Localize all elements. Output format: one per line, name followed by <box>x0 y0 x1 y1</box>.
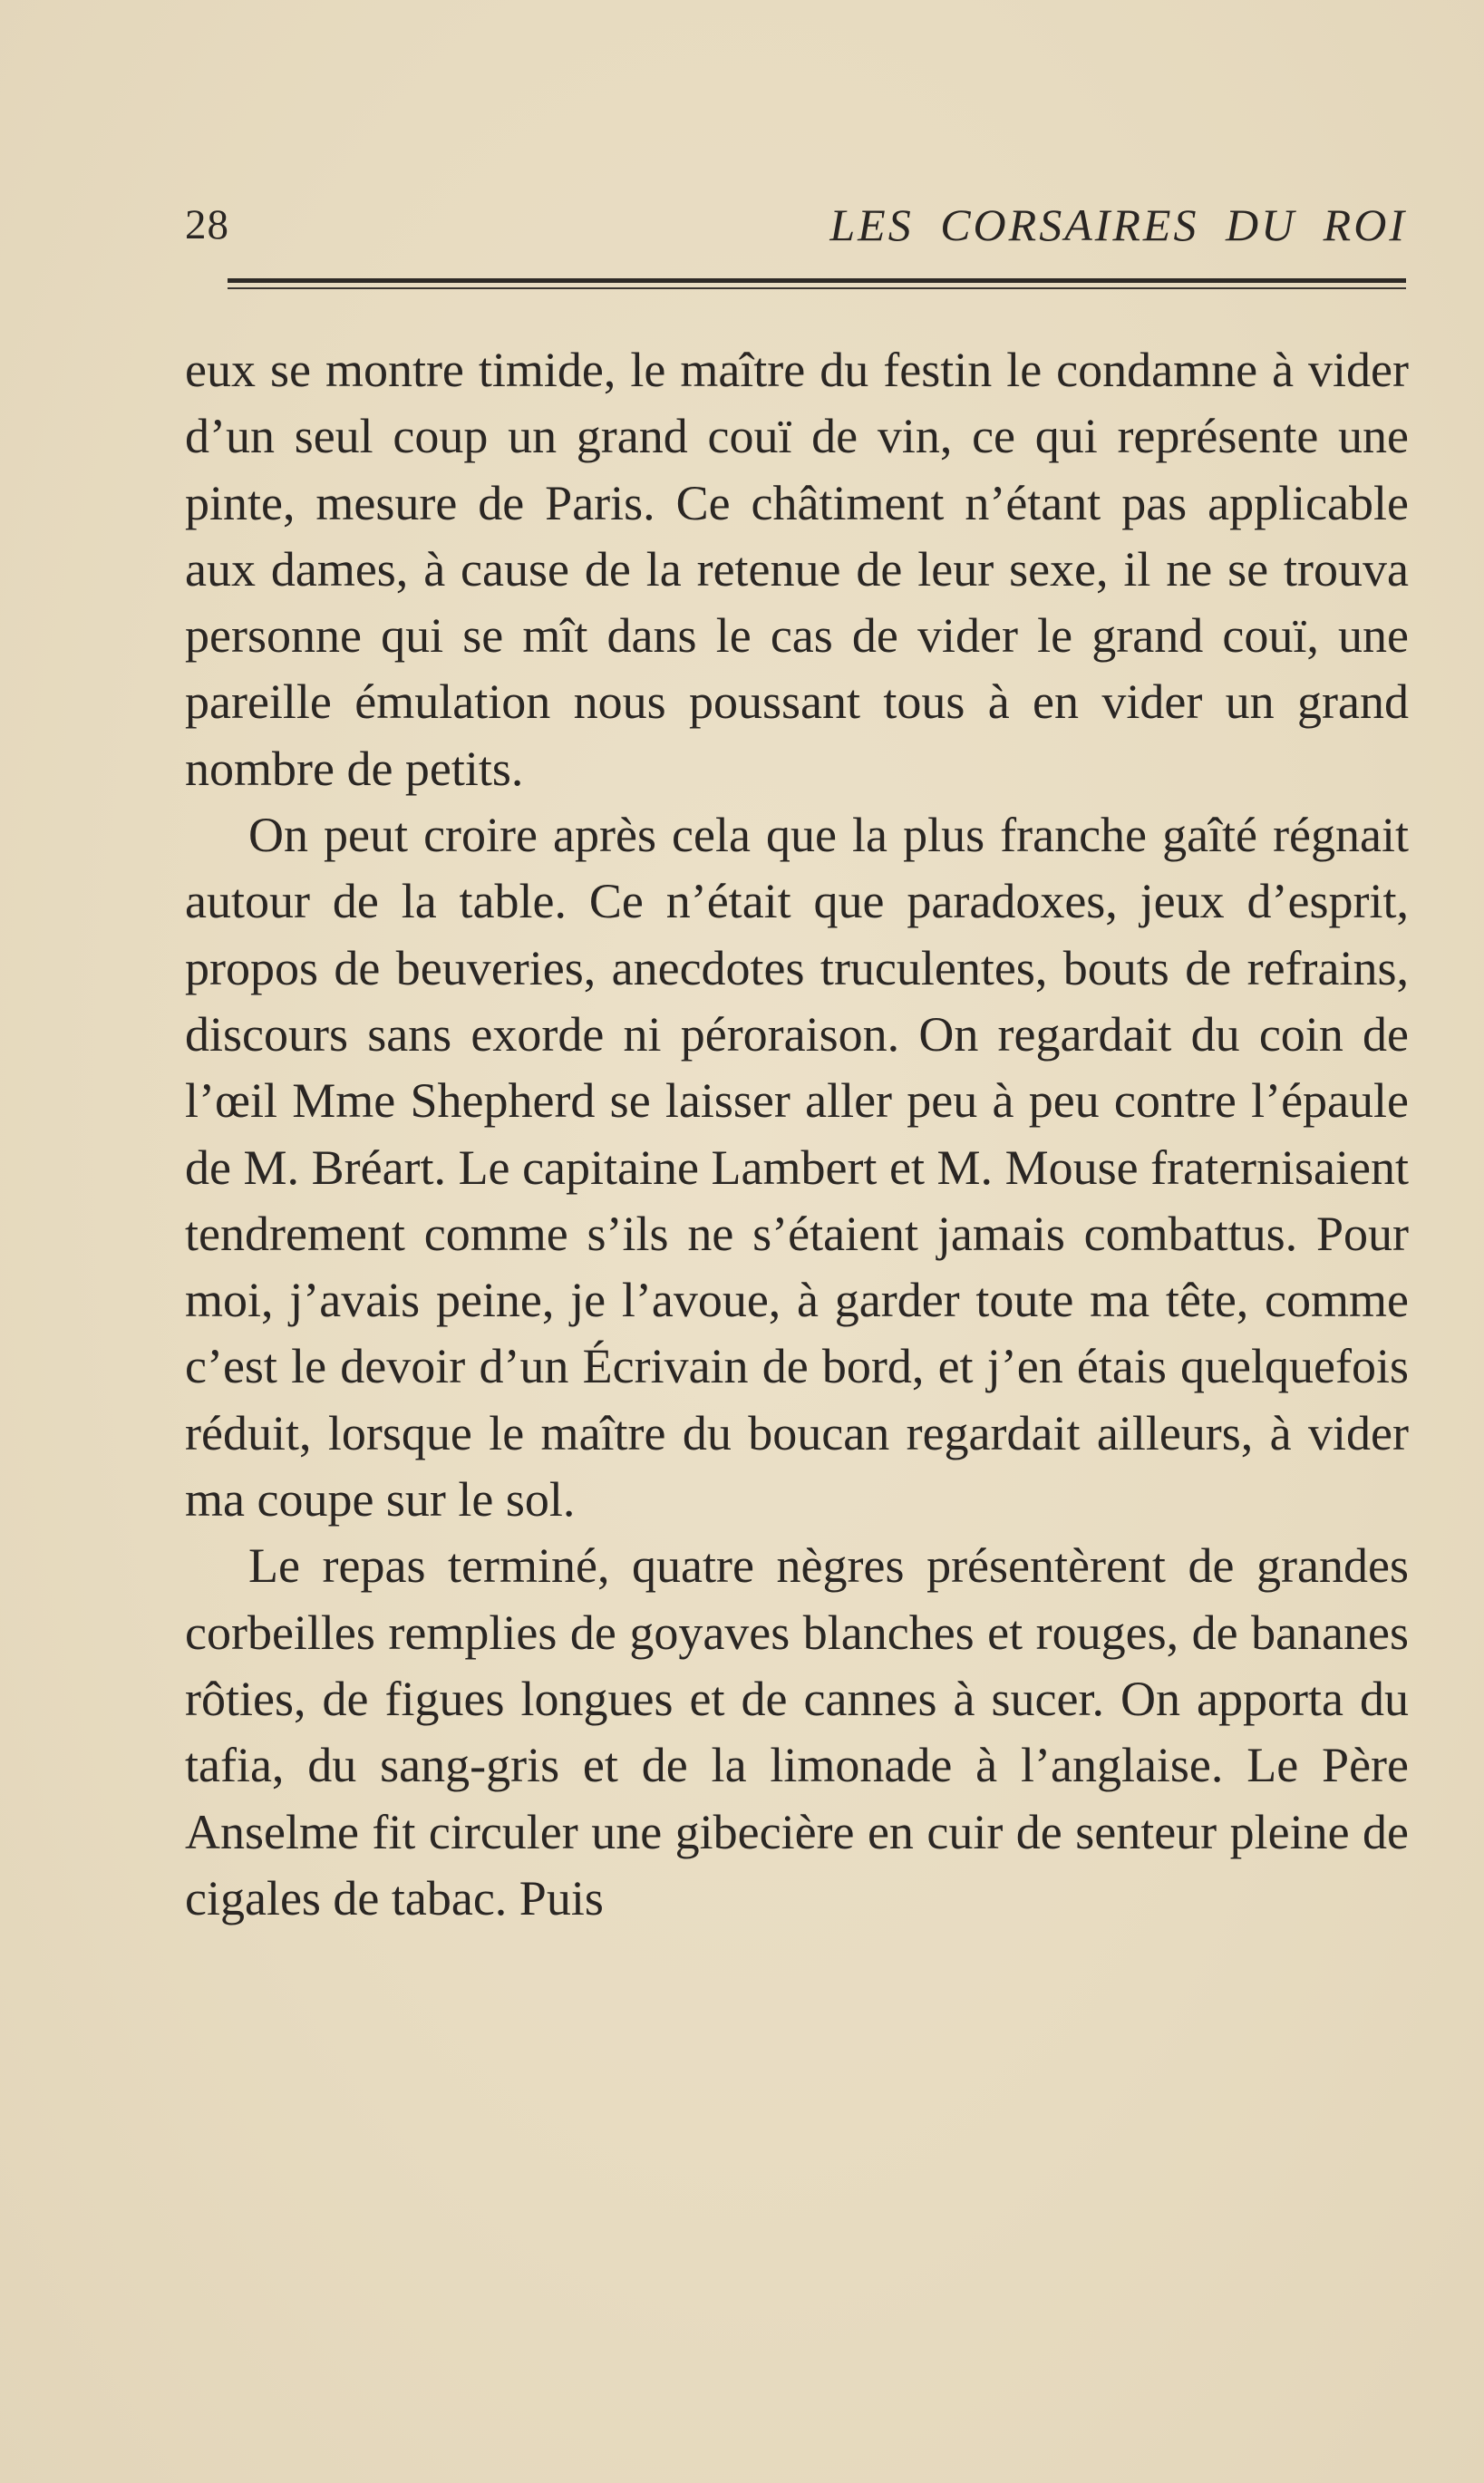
body-text <box>185 337 1409 1932</box>
page-header <box>185 198 1407 252</box>
paragraph-1: eux se montre timide, le maître du festin le condamne à vider d’un seul coup un grand couï de vin, ce qui représente une pinte, mesure de Paris. Ce châtiment n’étant pas applicable aux dames, à cause de la retenue de leur sexe, il ne se trouva personne qui se mît dans le cas de vider le grand couï, une pareille émulation nous poussant tous à en vider un grand nombre de petits. <box>185 343 1409 796</box>
page-number: 28 <box>185 201 229 248</box>
header-rule-thin <box>228 287 1406 289</box>
running-title: LES CORSAIRES DU ROI <box>829 199 1407 250</box>
paragraph-2: On peut croire après cela que la plus franche gaîté régnait autour de la table. Ce n’était que paradoxes, jeux d’esprit, propos de beuveries, anecdotes truculentes, bouts de refrains, discours sans exorde ni péroraison. On regardait du coin de l’œil Mme Shepherd se laisser aller peu à peu contre l’épaule de M. Bréart. Le capitaine Lambert et M. Mouse fraternisaient tendrement comme s’ils ne s’étaient jamais combattus. Pour moi, j’avais peine, je l’avoue, à garder toute ma tête, comme c’est le devoir d’un Écrivain de bord, et j’en étais quelquefois réduit, lorsque le maître du boucan regardait ailleurs, à vider ma coupe sur le sol. <box>185 808 1409 1528</box>
paragraph-3: Le repas terminé, quatre nègres présentèrent de grandes corbeilles remplies de goyaves blanches et rouges, de bananes rôties, de figues longues et de cannes à sucer. On apporta du tafia, du sang-gris et de la limonade à l’anglaise. Le Père Anselme fit circuler une gibecière en cuir de senteur pleine de cigales de tabac. Puis <box>185 1538 1409 1925</box>
header-rule-thick <box>228 278 1406 283</box>
